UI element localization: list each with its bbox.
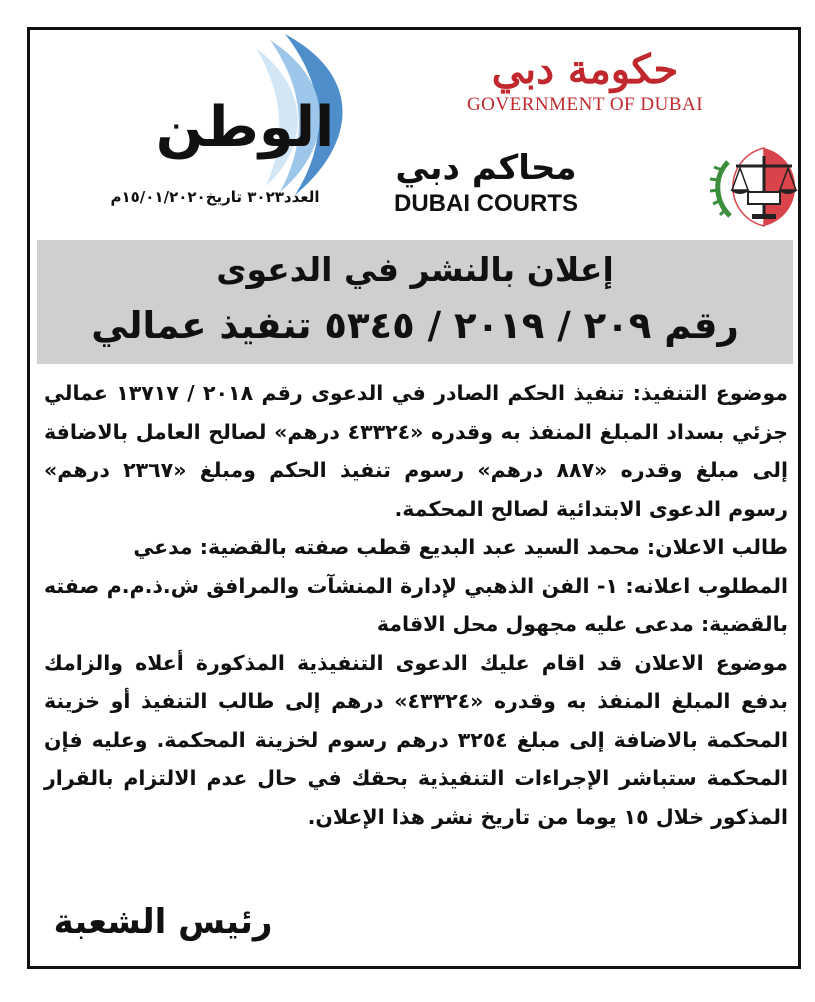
header [30, 30, 798, 230]
case-number: رقم ٢٠٩ / ٢٠١٩ / ٥٣٤٥ تنفيذ عمالي [91, 304, 739, 347]
notice-frame [27, 27, 801, 969]
notice-title: إعلان بالنشر في الدعوى [216, 250, 614, 289]
scales-emblem-icon [704, 142, 814, 228]
government-name-en: GOVERNMENT OF DUBAI [466, 94, 704, 115]
newspaper-logo [80, 30, 350, 230]
title-band [37, 240, 793, 364]
notice-body [44, 374, 788, 836]
courts-name-en: DUBAI COURTS [394, 190, 578, 217]
courts-name-ar: محاكم دبي [395, 148, 577, 188]
government-logo [450, 42, 720, 132]
signature: رئيس الشعبة [53, 902, 273, 942]
newspaper-name: الوطن [155, 95, 335, 160]
government-name-ar: حكومة دبي [491, 46, 679, 93]
courts-logo [380, 142, 810, 232]
issue-line: العدد٣٠٢٣ تاريخ١٥/٠١/٢٠٢٠م [110, 188, 320, 206]
requester-line: طالب الاعلان: محمد السيد عبد البديع قطب صفته بالقضية: مدعي [133, 535, 788, 559]
respondent-line: المطلوب اعلانه: ١- الفن الذهبي لإدارة المنشآت والمرافق ش.ذ.م.م صفته بالقضية: مدعى عليه مجهول محل الاقامة [44, 573, 788, 636]
notice-subject: موضوع الاعلان قد اقام عليك الدعوى التنفيذية المذكورة أعلاه والزامك بدفع المبلغ المنفذ به وقدره «٤٣٣٢٤» درهم إلى طالب التنفيذ أو خزينة المحكمة بالاضافة إلى مبلغ ٣٢٥٤ درهم رسوم لخزينة المحكمة. وعليه فإن المحكمة ستباشر الإجراءات التنفيذية بحقك في حال عدم الالتزام بالقرار المذكور خلال ١٥ يوما من تاريخ نشر هذا الإعلان. [44, 650, 788, 829]
execution-subject: موضوع التنفيذ: تنفيذ الحكم الصادر في الدعوى رقم ٢٠١٨ / ١٣٧١٧ عمالي جزئي بسداد المبلغ المنفذ به وقدره «٤٣٣٢٤ درهم» لصالح العامل بالاضافة إلى مبلغ وقدره «٨٨٧ درهم» رسوم تنفيذ الحكم ومبلغ «٢٣٦٧ درهم» رسوم الدعوى الابتدائية لصالح المحكمة. [44, 381, 788, 521]
